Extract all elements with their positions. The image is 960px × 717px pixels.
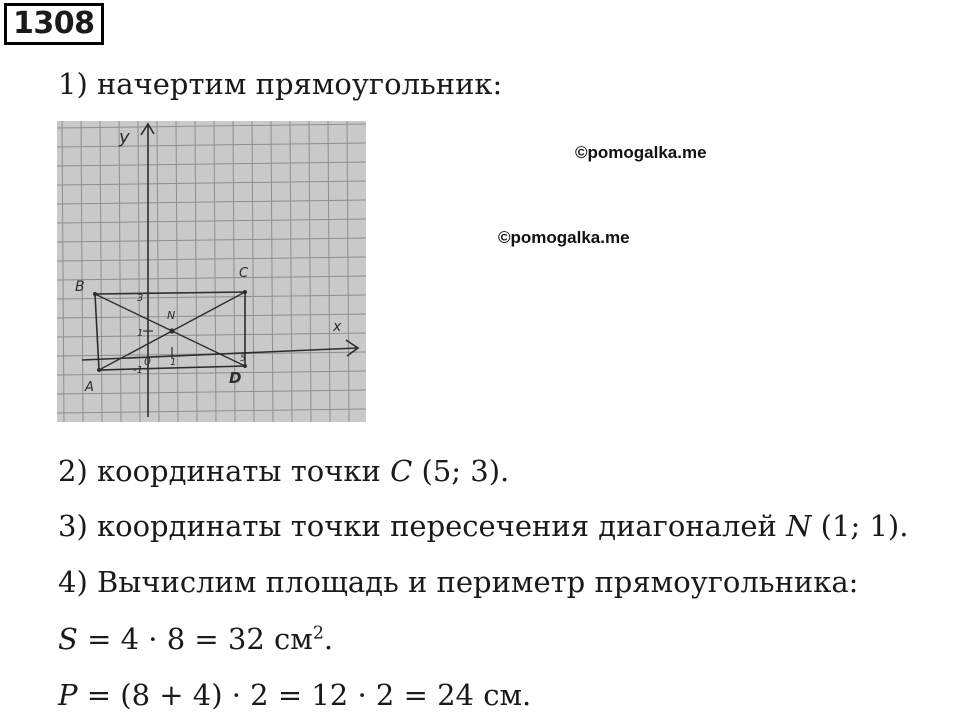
grid-line-horizontal (57, 219, 366, 223)
graph-paper-grid (57, 121, 366, 422)
tick-label-x5: 5 (240, 354, 246, 364)
area-var: S (58, 622, 78, 656)
area-power: 2 (312, 623, 324, 644)
grid-line-vertical (347, 121, 349, 422)
rectangle-drawing (57, 121, 366, 422)
point-n-coords: (1; 1). (811, 509, 909, 543)
point-c-var: C (390, 454, 413, 488)
step-2-text: 2) координаты точки (58, 454, 391, 488)
watermark: ©pomogalka.me (498, 228, 630, 247)
point-b (93, 292, 97, 296)
grid-line-horizontal (57, 238, 366, 242)
grid-line-vertical (328, 121, 330, 422)
tick-label-y3: 3 (137, 293, 144, 304)
point-n (169, 328, 174, 333)
step-1: 1) начертим прямоугольник: (58, 67, 503, 101)
perimeter-expr: = (8 + 4) · 2 = 12 · 2 = 24 см. (77, 678, 532, 712)
grid-line-vertical (176, 121, 178, 422)
grid-line-horizontal (57, 371, 366, 375)
grid-line-horizontal (57, 390, 366, 394)
task-number: 1308 (4, 3, 104, 45)
tick-label-xneg: -1 (133, 365, 143, 376)
point-c (243, 290, 247, 294)
grid-line-vertical (138, 121, 140, 422)
step-3-text: 3) координаты точки пересечения диагоналей (58, 509, 787, 543)
label-a: A (85, 380, 94, 395)
grid-line-horizontal (57, 257, 366, 261)
label-b: B (75, 279, 85, 295)
grid-line-vertical (119, 121, 121, 422)
grid-line-horizontal (57, 314, 366, 318)
grid-line-horizontal (57, 124, 366, 128)
point-c-coords: (5; 3). (412, 454, 510, 488)
label-n: N (167, 309, 176, 322)
grid-line-horizontal (57, 333, 366, 337)
area-formula (58, 619, 333, 659)
grid-line-vertical (214, 121, 216, 422)
y-axis-label: y (119, 127, 130, 148)
grid-line-horizontal (57, 162, 366, 166)
point-a (97, 368, 101, 372)
label-d: D (229, 369, 242, 387)
area-expr: = 4 · 8 = 32 см (77, 622, 313, 656)
tick-label-x1: 1 (170, 357, 177, 368)
grid-line-horizontal (57, 409, 366, 413)
step-3 (58, 506, 908, 546)
step-4: 4) Вычислим площадь и периметр прямоугольника: (58, 565, 859, 599)
grid-line-vertical (157, 121, 159, 422)
x-axis-label: x (333, 319, 342, 335)
step-2 (58, 451, 509, 491)
point-n-var: N (786, 509, 812, 543)
tick-label-y1: 1 (137, 328, 144, 339)
watermark: ©pomogalka.me (575, 143, 707, 162)
rectangle-drawing-photo (57, 121, 366, 422)
tick-label-origin: 0 (144, 355, 151, 368)
point-d (243, 364, 247, 368)
grid-line-vertical (271, 121, 273, 422)
grid-line-horizontal (57, 276, 366, 280)
grid-line-vertical (290, 121, 292, 422)
grid-line-horizontal (57, 181, 366, 185)
perimeter-formula (58, 675, 531, 715)
grid-line-vertical (100, 121, 102, 422)
grid-line-vertical (195, 121, 197, 422)
grid-line-vertical (309, 121, 311, 422)
perimeter-var: P (58, 678, 78, 712)
label-c: C (239, 266, 249, 281)
grid-line-vertical (252, 121, 254, 422)
grid-line-horizontal (57, 200, 366, 204)
grid-line-horizontal (57, 143, 366, 147)
area-end: . (323, 622, 334, 656)
